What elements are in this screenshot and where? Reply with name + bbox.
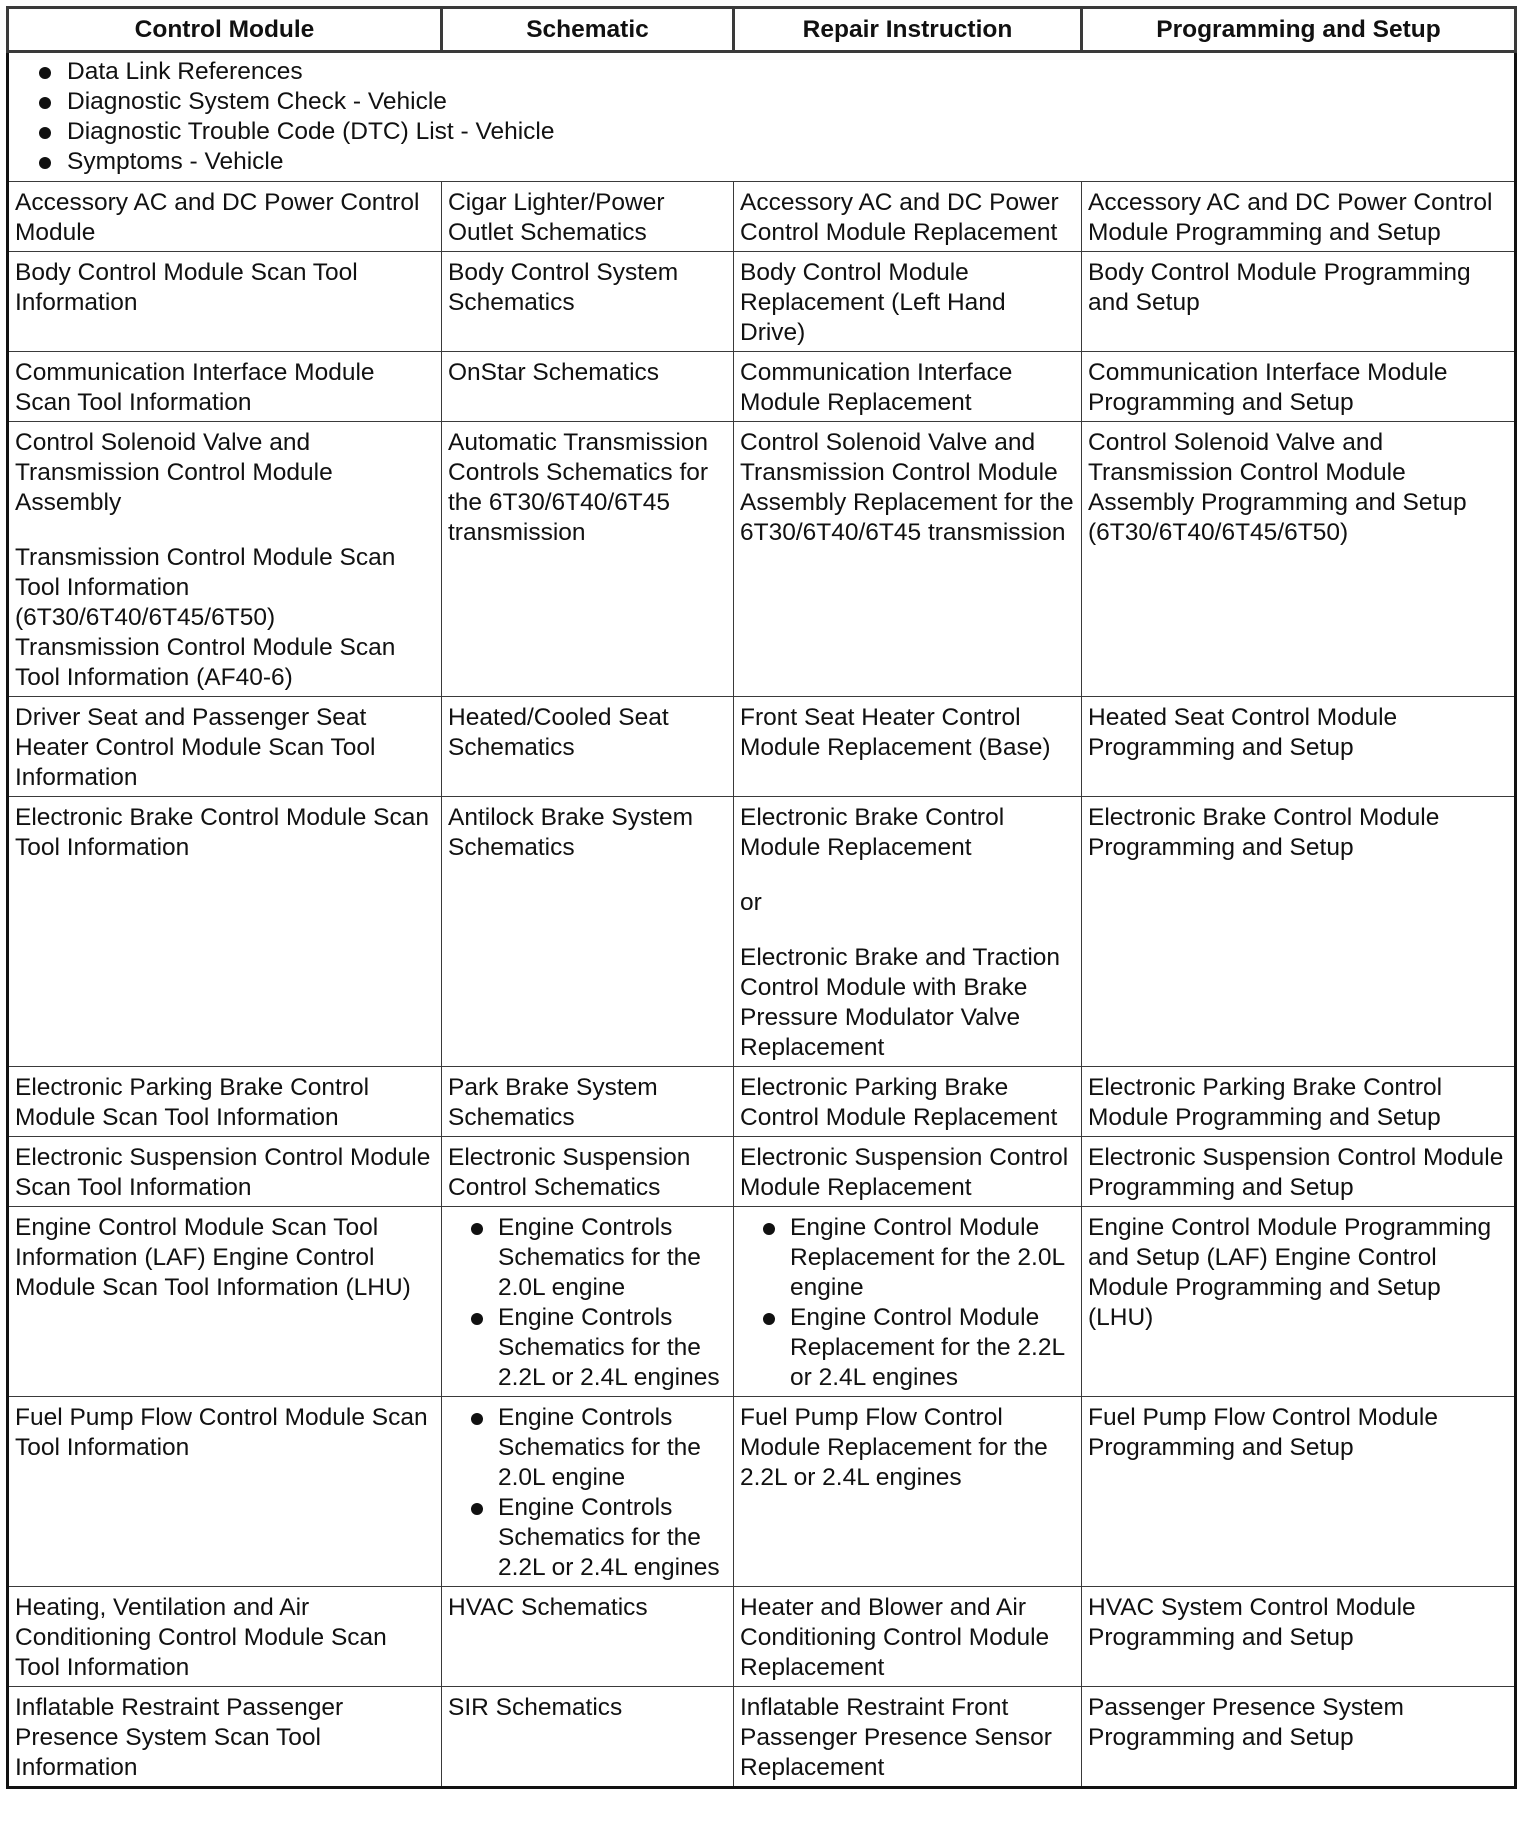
schematic-cell: Electronic Suspension Control Schematics [442,1137,734,1207]
table-row [8,1067,1516,1137]
schematic-cell [442,1397,734,1587]
general-references-list [15,57,1508,177]
programming-cell: Electronic Suspension Control Module Programming and Setup [1082,1137,1516,1207]
schematic-list [448,1213,727,1393]
programming-cell: Fuel Pump Flow Control Module Programming and Setup [1082,1397,1516,1587]
module-cell [8,422,442,697]
programming-cell: Electronic Brake Control Module Programming and Setup [1082,797,1516,1067]
table-header-row [8,8,1516,52]
module-cell: Electronic Brake Control Module Scan Tool Information [8,797,442,1067]
header-control-module: Control Module [8,8,442,52]
programming-cell: Communication Interface Module Programming and Setup [1082,352,1516,422]
table-row [8,797,1516,1067]
repair-cell: Electronic Parking Brake Control Module Replacement [734,1067,1082,1137]
repair-cell: Communication Interface Module Replacement [734,352,1082,422]
schematic-cell: Cigar Lighter/Power Outlet Schematics [442,182,734,252]
module-cell: Electronic Parking Brake Control Module Scan Tool Information [8,1067,442,1137]
general-references-cell [8,52,1516,182]
repair-cell: Heater and Blower and Air Conditioning Control Module Replacement [734,1587,1082,1687]
schematic-list [448,1403,727,1583]
list-item: Engine Control Module Replacement for the 2.0L engine [740,1213,1075,1303]
module-cell: Accessory AC and DC Power Control Module [8,182,442,252]
list-item: Engine Controls Schematics for the 2.0L engine [448,1213,727,1303]
table-row [8,182,1516,252]
module-text-extra: Transmission Control Module Scan Tool Information (AF40-6) [15,634,396,691]
schematic-cell: Antilock Brake System Schematics [442,797,734,1067]
table-row [8,1207,1516,1397]
repair-cell [734,1207,1082,1397]
programming-cell: HVAC System Control Module Programming and Setup [1082,1587,1516,1687]
programming-cell: Control Solenoid Valve and Transmission Control Module Assembly Programming and Setup (6T30/6T40/6T45/6T50) [1082,422,1516,697]
list-item: Engine Controls Schematics for the 2.0L engine [448,1403,727,1493]
schematic-cell: Automatic Transmission Controls Schematics for the 6T30/6T40/6T45 transmission [442,422,734,697]
list-item: Symptoms - Vehicle [15,147,1508,177]
list-item: Engine Controls Schematics for the 2.2L or 2.4L engines [448,1303,727,1393]
table-row [8,1587,1516,1687]
repair-cell: Accessory AC and DC Power Control Module Replacement [734,182,1082,252]
module-cell: Communication Interface Module Scan Tool Information [8,352,442,422]
list-item: Engine Control Module Replacement for the 2.2L or 2.4L engines [740,1303,1075,1393]
repair-cell: Electronic Suspension Control Module Replacement [734,1137,1082,1207]
control-module-reference-table [6,6,1517,1789]
module-cell: Electronic Suspension Control Module Scan Tool Information [8,1137,442,1207]
header-schematic: Schematic [442,8,734,52]
repair-cell: Front Seat Heater Control Module Replacement (Base) [734,697,1082,797]
table-row [8,1137,1516,1207]
module-cell: Driver Seat and Passenger Seat Heater Control Module Scan Tool Information [8,697,442,797]
repair-list [740,1213,1075,1393]
module-text-extra: Transmission Control Module Scan Tool Information (6T30/6T40/6T45/6T50) [15,544,396,631]
schematic-cell [442,1207,734,1397]
module-text: Control Solenoid Valve and Transmission Control Module Assembly [15,429,333,516]
programming-cell: Engine Control Module Programming and Setup (LAF) Engine Control Module Programming and Setup (LHU) [1082,1207,1516,1397]
list-item: Data Link References [15,57,1508,87]
schematic-cell: OnStar Schematics [442,352,734,422]
repair-text: Electronic Brake Control Module Replacement [740,804,1005,861]
document-page [6,6,1514,1789]
programming-cell: Heated Seat Control Module Programming and Setup [1082,697,1516,797]
schematic-cell: SIR Schematics [442,1687,734,1788]
header-programming-setup: Programming and Setup [1082,8,1516,52]
repair-text-alt: Electronic Brake and Traction Control Module with Brake Pressure Modulator Valve Replacement [740,944,1061,1061]
programming-cell: Accessory AC and DC Power Control Module Programming and Setup [1082,182,1516,252]
module-cell: Heating, Ventilation and Air Conditioning Control Module Scan Tool Information [8,1587,442,1687]
repair-cell: Fuel Pump Flow Control Module Replacement for the 2.2L or 2.4L engines [734,1397,1082,1587]
repair-cell [734,797,1082,1067]
module-cell: Body Control Module Scan Tool Information [8,252,442,352]
repair-cell: Inflatable Restraint Front Passenger Presence Sensor Replacement [734,1687,1082,1788]
programming-cell: Passenger Presence System Programming and Setup [1082,1687,1516,1788]
module-cell: Inflatable Restraint Passenger Presence System Scan Tool Information [8,1687,442,1788]
table-row [8,1687,1516,1788]
table-row [8,352,1516,422]
repair-cell: Control Solenoid Valve and Transmission Control Module Assembly Replacement for the 6T30/6T40/6T45 transmission [734,422,1082,697]
list-item: Diagnostic Trouble Code (DTC) List - Vehicle [15,117,1508,147]
schematic-cell: HVAC Schematics [442,1587,734,1687]
list-item: Engine Controls Schematics for the 2.2L or 2.4L engines [448,1493,727,1583]
repair-cell: Body Control Module Replacement (Left Hand Drive) [734,252,1082,352]
programming-cell: Body Control Module Programming and Setup [1082,252,1516,352]
schematic-cell: Body Control System Schematics [442,252,734,352]
module-cell: Engine Control Module Scan Tool Information (LAF) Engine Control Module Scan Tool Information (LHU) [8,1207,442,1397]
schematic-cell: Heated/Cooled Seat Schematics [442,697,734,797]
header-repair-instruction: Repair Instruction [734,8,1082,52]
table-row [8,252,1516,352]
programming-cell: Electronic Parking Brake Control Module Programming and Setup [1082,1067,1516,1137]
repair-or: or [740,889,762,916]
schematic-cell: Park Brake System Schematics [442,1067,734,1137]
table-row [8,697,1516,797]
table-row [8,1397,1516,1587]
table-row [8,422,1516,697]
general-references-row [8,52,1516,182]
list-item: Diagnostic System Check - Vehicle [15,87,1508,117]
module-cell: Fuel Pump Flow Control Module Scan Tool Information [8,1397,442,1587]
